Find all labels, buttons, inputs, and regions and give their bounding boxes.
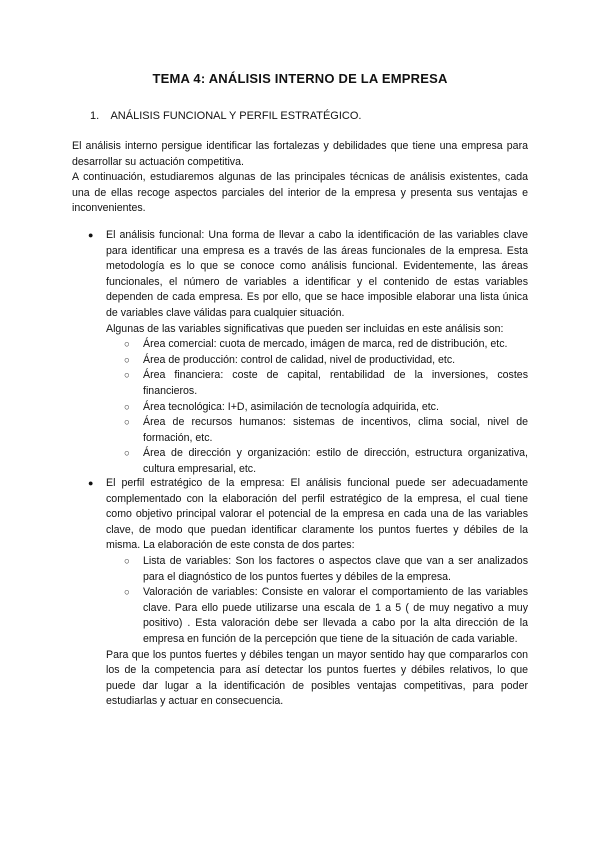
circle-bullet-icon: ○ [124,370,130,382]
list-item-text: Área tecnológica: I+D, asimilación de tecnología adquirida, etc. [143,400,439,413]
list-item [106,585,528,647]
list-item [106,554,528,585]
bullet-strategic-text: El perfil estratégico de la empresa: El análisis funcional puede ser adecuadamente complementado con la elaboración del perfil estratégico de la empresa, el cual tiene como objetivo principal valorar el potencial de la empresa en cada una de las variables clave, de modo que puedan identificar claramente los puntos fuertes y débiles de la misma. La elaboración de este consta de dos partes: [106,477,528,552]
bullet-marker: ● [88,478,94,488]
intro-paragraph-2: A continuación, estudiaremos algunas de las principales técnicas de análisis existentes, cada una de ellas recoge aspectos parciales del interior de la empresa y presenta sus ventajas e inconvenientes. [72,171,528,215]
circle-bullet-icon: ○ [124,555,130,567]
circle-bullet-icon: ○ [124,448,130,460]
bullet-strategic-profile [88,476,528,710]
functional-areas-list [106,337,528,477]
profile-parts-list [106,554,528,648]
bullet-marker: ● [88,230,94,240]
bullet-functional-analysis [88,228,528,478]
intro-block [72,139,528,217]
intro-paragraph-1: El análisis interno persigue identificar las fortalezas y debilidades que tiene una empresa para desarrollar su actuación competitiva. [72,140,528,168]
bullet-functional-text: El análisis funcional: Una forma de llevar a cabo la identificación de las variables clave para identificar una empresa es a través de las áreas funcionales de la empresa. Esta metodología es lo que se conoce como análisis funcional. Evidentemente, las áreas funcionales, el número de variables a identificar y el contenido de estas variables dependen de cada empresa. Es por ello, que se hace imposible elaborar una lista única de variables clave válidas para cualquier situación. [106,229,528,319]
section-heading [90,109,361,125]
circle-bullet-icon: ○ [124,417,130,429]
list-item [106,415,528,446]
list-item [106,368,528,399]
section-heading-text: ANÁLISIS FUNCIONAL Y PERFIL ESTRATÉGICO. [110,110,362,122]
section-number: 1. [90,110,100,122]
list-item-text: Área comercial: cuota de mercado, imágen de marca, red de distribución, etc. [143,338,508,351]
circle-bullet-icon: ○ [124,587,130,599]
list-item-text: Área de producción: control de calidad, nivel de productividad, etc. [143,353,456,366]
list-item-text: Lista de variables: Son los factores o aspectos clave que van a ser analizados para el diagnóstico de los puntos fuertes y débiles de la empresa. [143,554,528,583]
list-item [106,353,528,369]
page-title: TEMA 4: ANÁLISIS INTERNO DE LA EMPRESA [152,71,448,86]
list-item [106,400,528,416]
circle-bullet-icon: ○ [124,339,130,351]
circle-bullet-icon: ○ [124,354,130,366]
list-item-text: Área de recursos humanos: sistemas de incentivos, clima social, nivel de formación, etc. [143,416,528,444]
bullet-functional-lead: Algunas de las variables significativas que pueden ser incluidas en este análisis son: [106,322,504,335]
list-item [106,446,528,477]
list-item-text: Área de dirección y organización: estilo de dirección, estructura organizativa, cultura empresarial, etc. [143,447,528,475]
bullet-strategic-closing: Para que los puntos fuertes y débiles tengan un mayor sentido hay que compararlos con los de la competencia para así detectar los puntos fuertes y débiles relativos, lo que puede dar lugar a la identificación de posibles ventajas competitivas, para poder estudiarlas y actuar en consecuencia. [106,648,528,708]
list-item-text: Área financiera: coste de capital, rentabilidad de la inversiones, costes financieros. [143,369,528,397]
list-item-text: Valoración de variables: Consiste en valorar el comportamiento de las variables clave. Para ello puede utilizarse una escala de 1 a 5 ( de muy negativo a muy positivo) . Esta valoración debe ser llevada a cabo por la alta dirección de la empresa en función de la percepción que tiene de la situación de cada variable. [143,586,528,645]
circle-bullet-icon: ○ [124,401,130,413]
list-item [106,337,528,353]
